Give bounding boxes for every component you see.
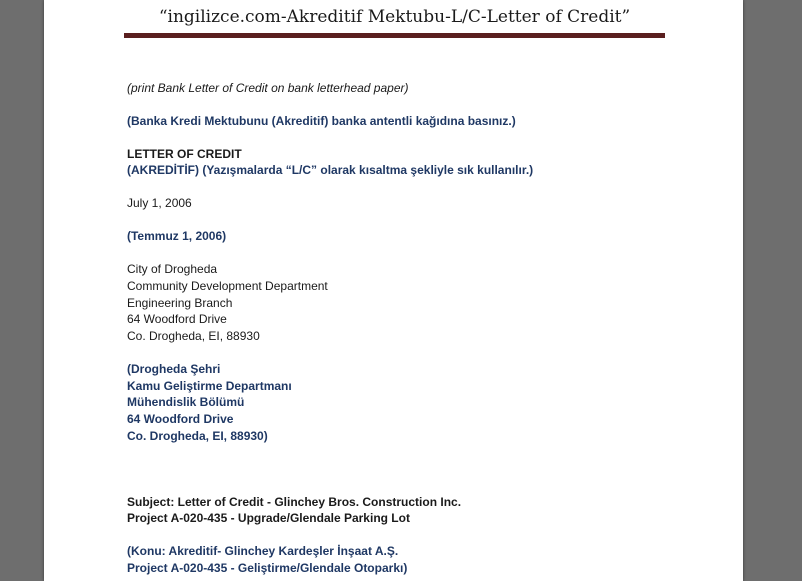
heading-english: LETTER OF CREDIT <box>127 147 242 161</box>
address-english-line: 64 Woodford Drive <box>127 312 227 326</box>
subject-turkish-line: (Konu: Akreditif- Glinchey Kardeşler İnşaat A.Ş. <box>127 544 399 558</box>
address-turkish-line: Kamu Geliştirme Departmanı <box>127 379 292 393</box>
date-turkish: (Temmuz 1, 2006) <box>127 229 227 243</box>
address-english-line: City of Drogheda <box>127 262 218 276</box>
address-turkish-line: Mühendislik Bölümü <box>127 395 245 409</box>
address-english-line: Co. Drogheda, EI, 88930 <box>127 329 260 343</box>
address-turkish-line: (Drogheda Şehri <box>127 362 221 376</box>
instruction-turkish: (Banka Kredi Mektubunu (Akreditif) banka antentli kağıdına basınız.) <box>127 114 516 128</box>
date-english: July 1, 2006 <box>127 196 192 210</box>
instruction-english: (print Bank Letter of Credit on bank letterhead paper) <box>127 81 409 95</box>
header-divider <box>124 33 665 38</box>
document-header-title: “ingilizce.com-Akreditif Mektubu-L/C-Letter of Credit” <box>158 7 631 27</box>
subject-english-line: Subject: Letter of Credit - Glinchey Bros. Construction Inc. <box>127 495 462 509</box>
address-english-line: Engineering Branch <box>127 296 233 310</box>
subject-english-line: Project A-020-435 - Upgrade/Glendale Parking Lot <box>127 511 410 525</box>
subject-turkish-line: Project A-020-435 - Geliştirme/Glendale Otoparkı) <box>127 561 408 575</box>
document-page <box>44 0 743 581</box>
address-english-line: Community Development Department <box>127 279 328 293</box>
heading-turkish: (AKREDİTİF) (Yazışmalarda “L/C” olarak kısaltma şekliyle sık kullanılır.) <box>127 163 534 177</box>
address-turkish-line: 64 Woodford Drive <box>127 412 234 426</box>
address-turkish-line: Co. Drogheda, EI, 88930) <box>127 429 268 443</box>
